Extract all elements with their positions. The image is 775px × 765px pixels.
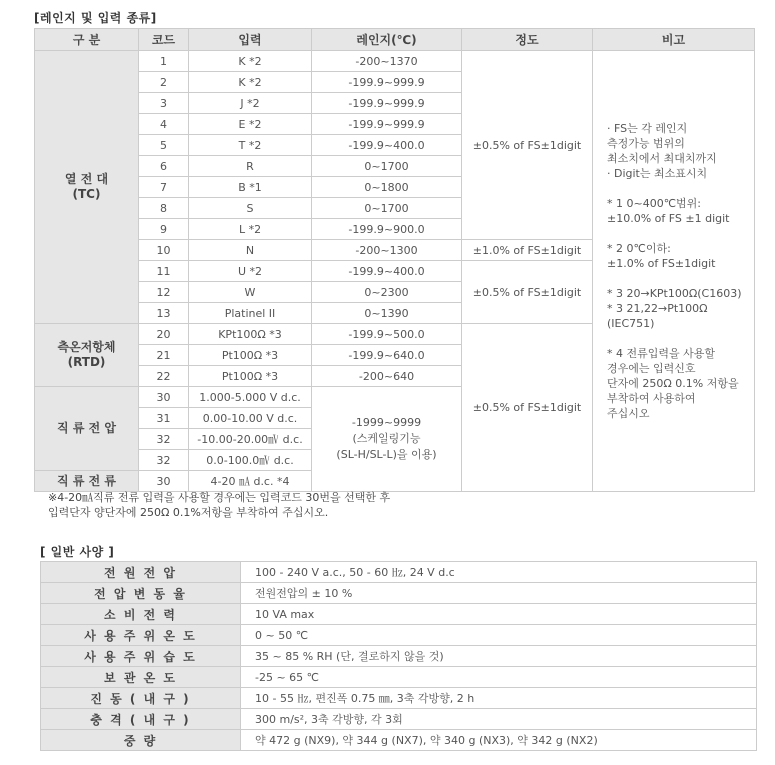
range-cell: -199.9~640.0 (312, 345, 462, 366)
spec-row (41, 709, 757, 730)
code-cell: 13 (139, 303, 189, 324)
code-cell: 30 (139, 471, 189, 492)
spec-value: -25 ~ 65 ℃ (241, 667, 757, 688)
header-remarks: 비고 (593, 29, 755, 51)
code-cell: 3 (139, 93, 189, 114)
code-cell: 5 (139, 135, 189, 156)
range-cell: -200~1300 (312, 240, 462, 261)
input-cell: KPt100Ω *3 (189, 324, 312, 345)
spec-value: 약 472 g (NX9), 약 344 g (NX7), 약 340 g (NX3), 약 342 g (NX2) (241, 730, 757, 751)
header-category: 구 분 (35, 29, 139, 51)
code-cell: 9 (139, 219, 189, 240)
code-cell: 32 (139, 450, 189, 471)
range-cell: -199.9~999.9 (312, 72, 462, 93)
input-cell: -10.00-20.00㎷ d.c. (189, 429, 312, 450)
range-cell: 0~1800 (312, 177, 462, 198)
spec-label: 사 용 주 위 온 도 (41, 625, 241, 646)
code-cell: 4 (139, 114, 189, 135)
range-cell: -199.9~999.9 (312, 93, 462, 114)
input-cell: 0.0-100.0㎷ d.c. (189, 450, 312, 471)
code-cell: 6 (139, 156, 189, 177)
input-cell: Pt100Ω *3 (189, 345, 312, 366)
range-cell: 0~1700 (312, 198, 462, 219)
spec-label: 충 격 ( 내 구 ) (41, 709, 241, 730)
category-dc-current: 직 류 전 류 (35, 471, 139, 492)
input-cell: L *2 (189, 219, 312, 240)
range-cell: 0~2300 (312, 282, 462, 303)
spec-row (41, 562, 757, 583)
spec-row (41, 688, 757, 709)
input-cell: Pt100Ω *3 (189, 366, 312, 387)
spec-value: 0 ~ 50 ℃ (241, 625, 757, 646)
range-cell: 0~1700 (312, 156, 462, 177)
code-cell: 22 (139, 366, 189, 387)
input-cell: 4-20 ㎃ d.c. *4 (189, 471, 312, 492)
header-code: 코드 (139, 29, 189, 51)
header-input: 입력 (189, 29, 312, 51)
input-cell: K *2 (189, 72, 312, 93)
range-cell: -199.9~900.0 (312, 219, 462, 240)
code-cell: 31 (139, 408, 189, 429)
table-header-row (35, 29, 755, 51)
input-cell: W (189, 282, 312, 303)
input-cell: E *2 (189, 114, 312, 135)
range-cell: -199.9~400.0 (312, 135, 462, 156)
spec-label: 전 원 전 압 (41, 562, 241, 583)
input-cell: B *1 (189, 177, 312, 198)
range-cell: 0~1390 (312, 303, 462, 324)
input-cell: T *2 (189, 135, 312, 156)
accuracy-cell: ±0.5% of FS±1digit (462, 51, 593, 240)
general-spec-table (40, 561, 757, 751)
spec-row (41, 625, 757, 646)
range-input-table (34, 28, 755, 492)
input-cell: N (189, 240, 312, 261)
range-cell: -199.9~999.9 (312, 114, 462, 135)
category-rtd: 측온저항체 (RTD) (35, 324, 139, 387)
spec-row (41, 583, 757, 604)
spec-label: 전 압 변 동 율 (41, 583, 241, 604)
range-cell: -200~1370 (312, 51, 462, 72)
spec-value: 10 VA max (241, 604, 757, 625)
spec-value: 300 m/s², 3축 각방향, 각 3회 (241, 709, 757, 730)
input-cell: R (189, 156, 312, 177)
code-cell: 12 (139, 282, 189, 303)
dc-range-cell: -1999~9999 (스케일링기능 (SL-H/SL-L)을 이용) (312, 387, 462, 492)
range-cell: -199.9~500.0 (312, 324, 462, 345)
header-range: 레인지(℃) (312, 29, 462, 51)
spec-row (41, 604, 757, 625)
remarks-cell: · FS는 각 레인지 측정가능 범위의 최소치에서 최대치까지 · Digit는 최소표시치 * 1 0~400℃범위: ±10.0% of FS ±1 digit * 2 0℃이하: ±1.0% of FS±1digit * 3 20→KPt100Ω(C1603) * 3 21,22→Pt100Ω (IEC751) * 4 전류입력을 사용할 경우에는 입력신호 단자에 250Ω 0.1% 저항을 부착하여 사용하여 주십시오 (593, 51, 755, 492)
code-cell: 21 (139, 345, 189, 366)
code-cell: 8 (139, 198, 189, 219)
code-cell: 7 (139, 177, 189, 198)
accuracy-cell: ±1.0% of FS±1digit (462, 240, 593, 261)
input-cell: 0.00-10.00 V d.c. (189, 408, 312, 429)
spec-row (41, 646, 757, 667)
spec-value: 100 - 240 V a.c., 50 - 60 ㎐, 24 V d.c (241, 562, 757, 583)
code-cell: 2 (139, 72, 189, 93)
spec-value: 전원전압의 ± 10 % (241, 583, 757, 604)
range-cell: -200~640 (312, 366, 462, 387)
spec-row (41, 730, 757, 751)
spec-value: 10 - 55 ㎐, 편진폭 0.75 ㎜, 3축 각방향, 2 h (241, 688, 757, 709)
input-cell: 1.000-5.000 V d.c. (189, 387, 312, 408)
code-cell: 30 (139, 387, 189, 408)
footnote: ※4-20㎃직류 전류 입력을 사용할 경우에는 입력코드 30번을 선택한 후 입력단자 양단자에 250Ω 0.1%저항을 부착하여 주십시오. (48, 491, 391, 519)
header-accuracy: 정도 (462, 29, 593, 51)
range-section-title: [레인지 및 입력 종류] (34, 11, 157, 25)
code-cell: 20 (139, 324, 189, 345)
code-cell: 10 (139, 240, 189, 261)
spec-label: 사 용 주 위 습 도 (41, 646, 241, 667)
range-cell: -199.9~400.0 (312, 261, 462, 282)
spec-row (41, 667, 757, 688)
input-cell: Platinel II (189, 303, 312, 324)
code-cell: 11 (139, 261, 189, 282)
input-cell: J *2 (189, 93, 312, 114)
spec-label: 진 동 ( 내 구 ) (41, 688, 241, 709)
code-cell: 1 (139, 51, 189, 72)
spec-label: 보 관 온 도 (41, 667, 241, 688)
category-thermocouple: 열 전 대 (TC) (35, 51, 139, 324)
spec-label: 소 비 전 력 (41, 604, 241, 625)
code-cell: 32 (139, 429, 189, 450)
spec-value: 35 ~ 85 % RH (단, 결로하지 않을 것) (241, 646, 757, 667)
category-dc-voltage: 직 류 전 압 (35, 387, 139, 471)
accuracy-cell: ±0.5% of FS±1digit (462, 261, 593, 324)
accuracy-cell: ±0.5% of FS±1digit (462, 324, 593, 492)
input-cell: U *2 (189, 261, 312, 282)
spec-section-title: [ 일반 사양 ] (40, 545, 115, 559)
input-cell: S (189, 198, 312, 219)
spec-label: 중 량 (41, 730, 241, 751)
input-cell: K *2 (189, 51, 312, 72)
table-row (35, 51, 755, 72)
